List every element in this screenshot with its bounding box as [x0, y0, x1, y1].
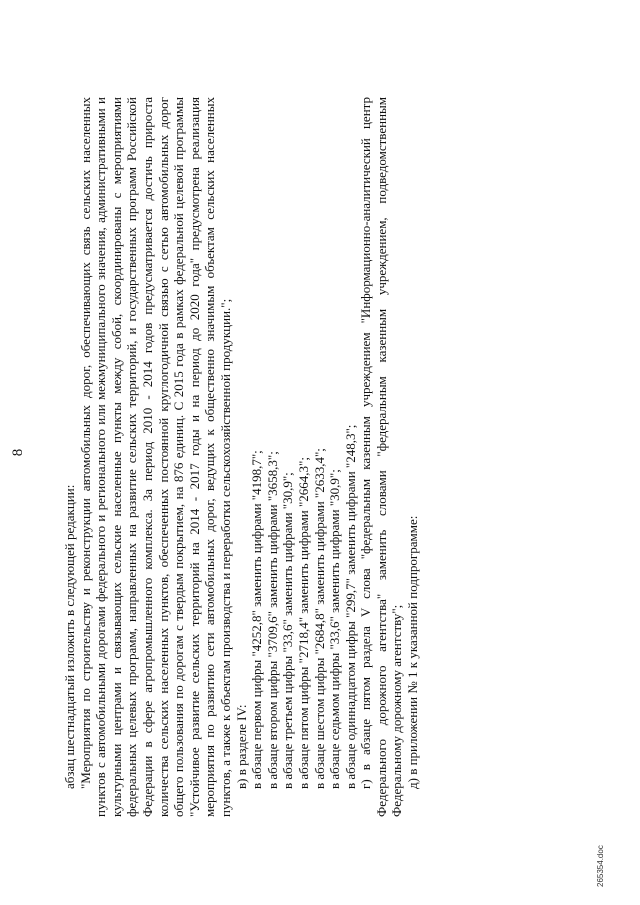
- list-item: в абзаце первом цифры "4252,8" заменить цифрами "4198,7";: [249, 450, 265, 789]
- document-body: [62, 97, 421, 817]
- list-item: в абзаце третьем цифры "33,6" заменить цифрами "30,9";: [280, 472, 296, 789]
- item-g-paragraph: г) в абзаце пятом раздела V слова "федеральным казенным учреждением "Информационно-аналитический центр Федерального дорожного агентства" заменить словами "федеральным казенным учреждением, подведомственным Федеральному дорожному агентству";: [358, 97, 405, 817]
- list-item: в абзаце одиннадцатом цифры "299,7" заменить цифрами "248,3";: [342, 424, 358, 789]
- intro-paragraph: абзац шестнадцатый изложить в следующей редакции:: [62, 484, 77, 789]
- list-item: в абзаце втором цифры "3709,6" заменить цифрами "3658,3";: [264, 451, 280, 789]
- section-header: в) в разделе IV:: [233, 704, 249, 789]
- list-item: в абзаце пятом цифры "2718,4" заменить цифрами "2664,3";: [295, 457, 311, 789]
- page-number: 8: [10, 448, 26, 457]
- footer-file-code: 265354.doc: [596, 845, 605, 887]
- list-item: в абзаце шестом цифры "2684,8" заменить цифрами "2633,4";: [311, 448, 327, 789]
- item-d-paragraph: д) в приложении № 1 к указанной подпрограмме:: [405, 515, 421, 789]
- list-item: в абзаце седьмом цифры "33,6" заменить цифрами "30,9";: [327, 469, 343, 789]
- quoted-paragraph: "Мероприятия по строительству и реконструкции автомобильных дорог, обеспечивающих связь сельских населенных пунктов с автомобильными дорогами федерального и регионального или межмуниципального значения, административными и культурными центрами и связывающих сельские населенные пункты между собой, скоординированы с мероприятиями федеральных целевых программ, направленных на развитие сельских территорий, и государственных программ Российской Федерации в сфере агропромышленного комплекса. За период 2010 - 2014 годов предусматривается достичь прироста количества сельских населенных пунктов, обеспеченных постоянной круглогодичной связью с сетью автомобильных дорог общего пользования по дорогам с твердым покрытием, на 876 единиц. С 2015 года в рамках федеральной целевой программы "Устойчивое развитие сельских территорий на 2014 - 2017 годы и на период до 2020 года" предусмотрена реализация мероприятия по развитию сети автомобильных дорог, ведущих к общественно значимым объектам сельских населенных пунктов, а также к объектам производства и переработки сельскохозяйственной продукции.";: [77, 97, 233, 817]
